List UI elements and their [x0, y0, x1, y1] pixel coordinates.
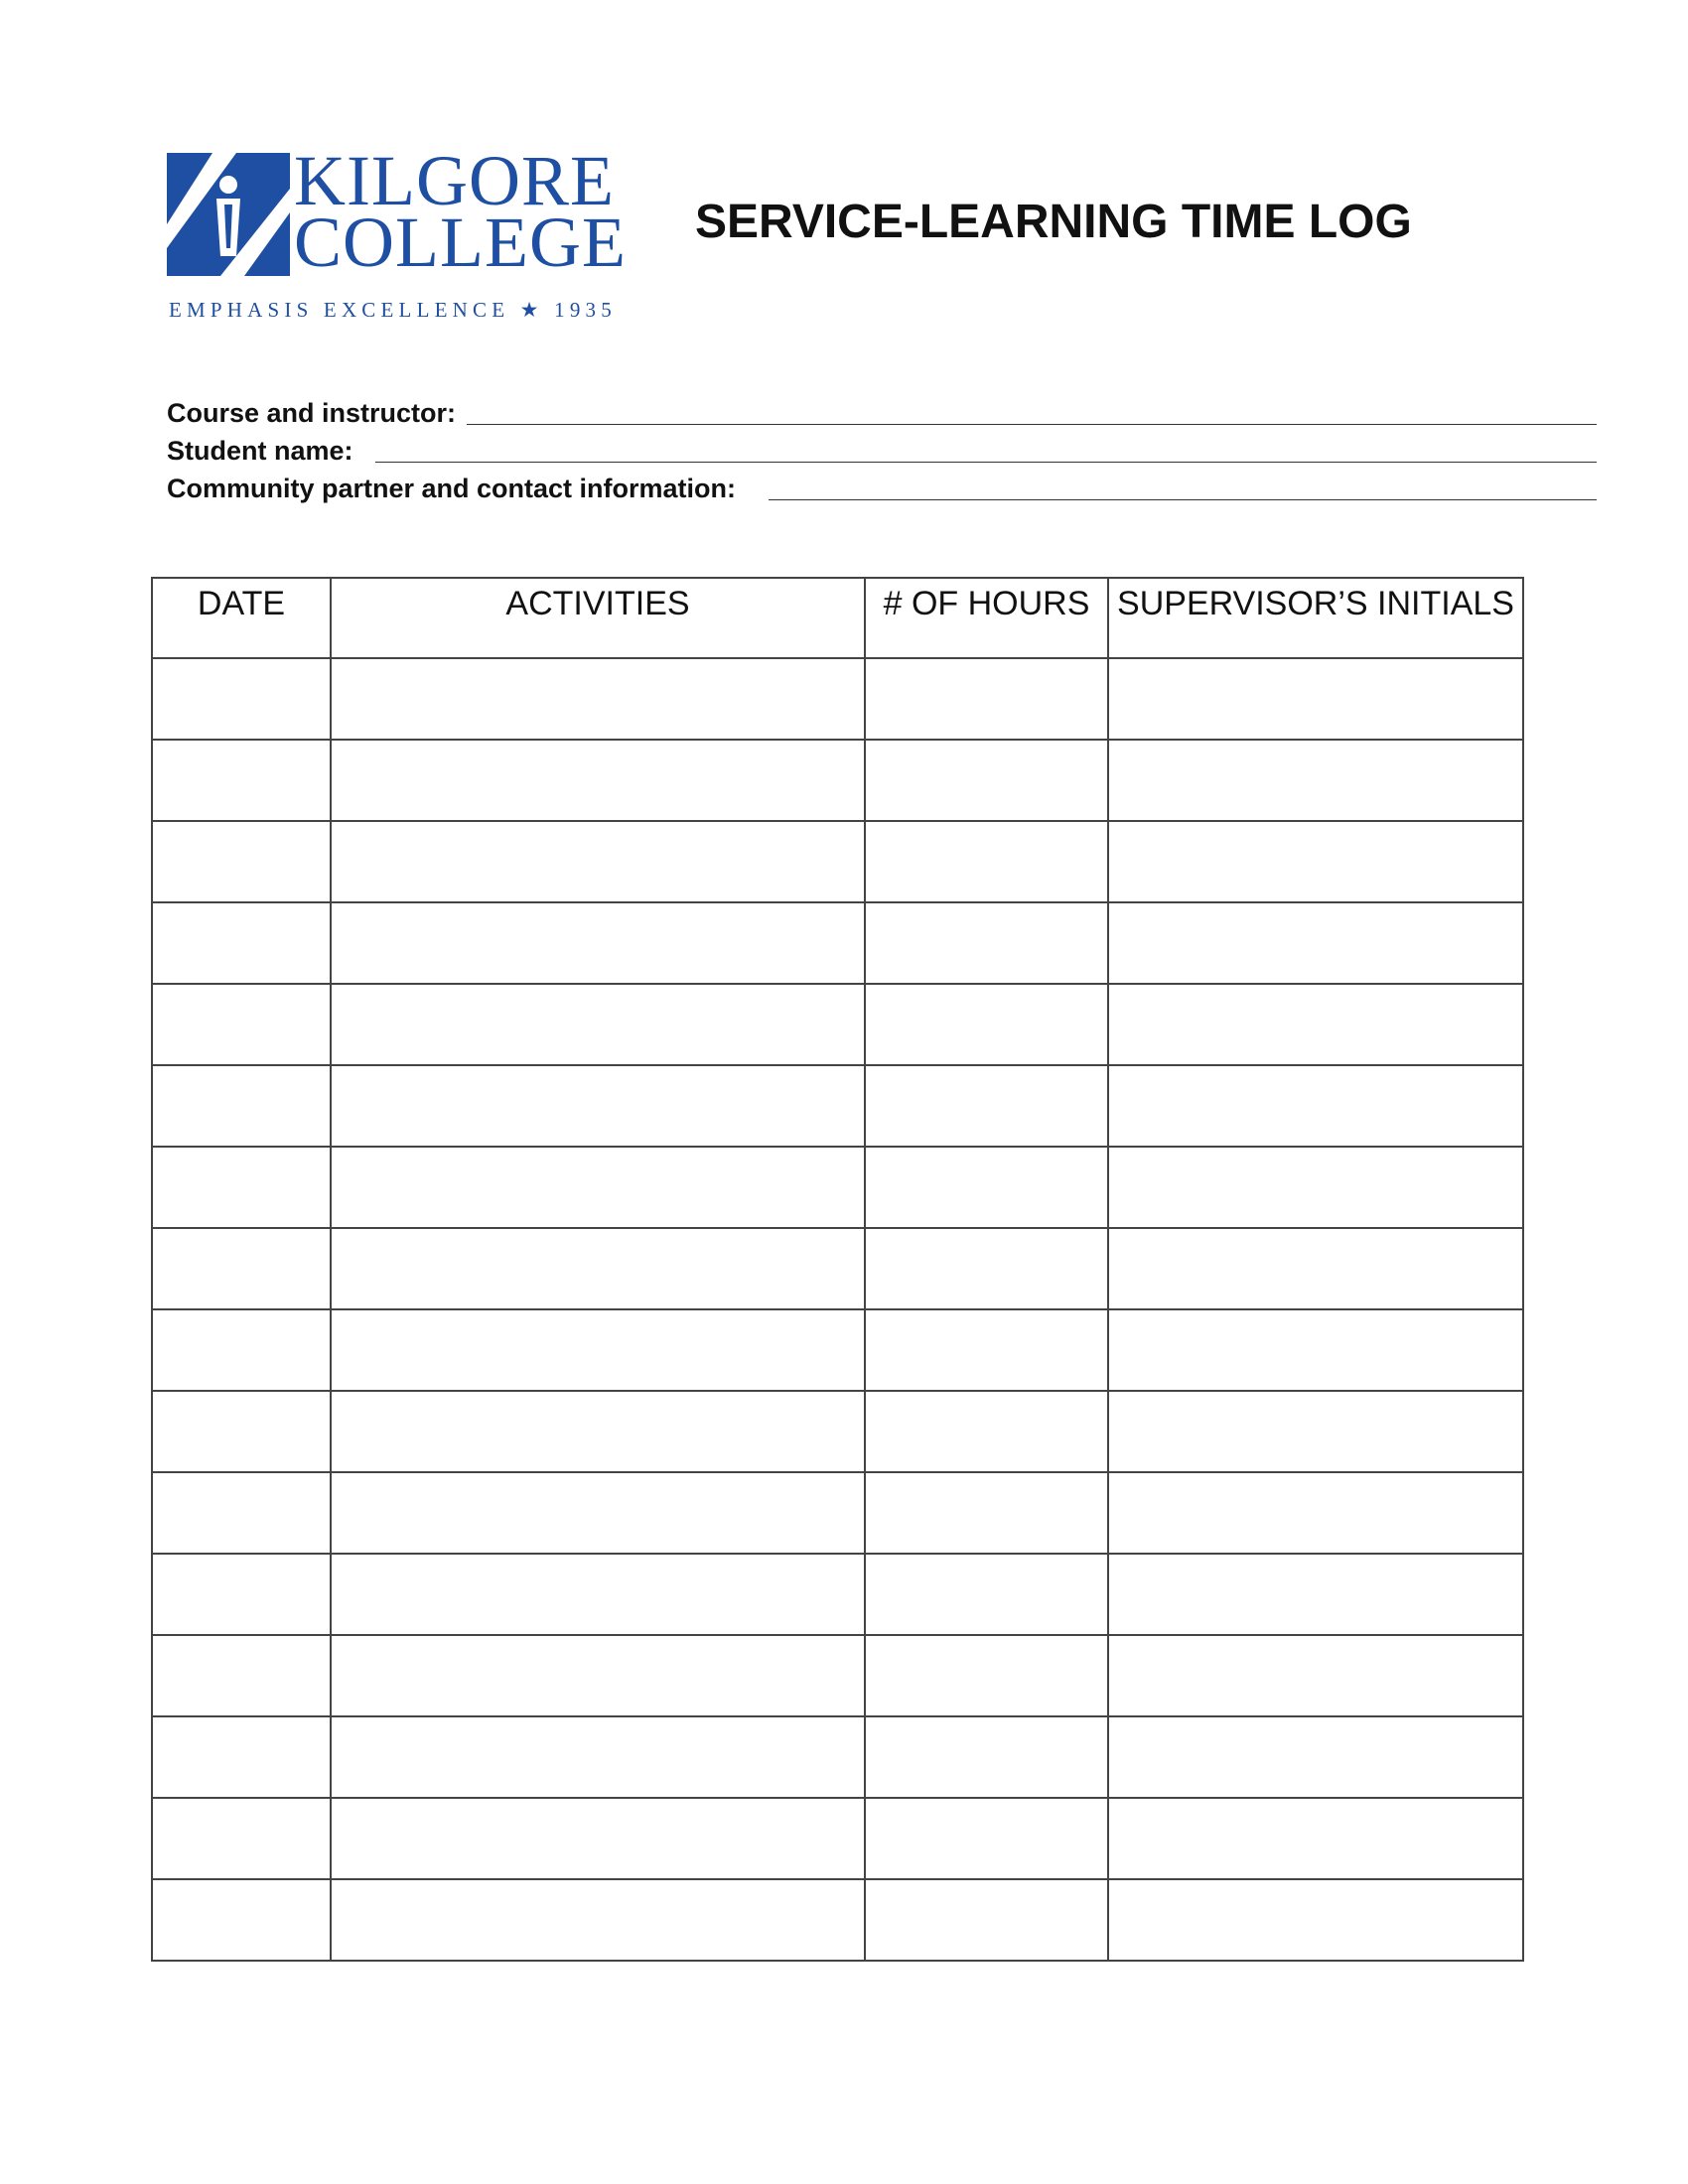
- activities-cell[interactable]: [331, 1716, 865, 1798]
- table-row: [152, 821, 1523, 902]
- table-row: [152, 1228, 1523, 1309]
- activities-cell[interactable]: [331, 1635, 865, 1716]
- table-row: [152, 902, 1523, 984]
- activities-cell[interactable]: [331, 1309, 865, 1391]
- table-header-row: [152, 578, 1523, 658]
- activities-cell[interactable]: [331, 1798, 865, 1879]
- supervisor-initials-cell[interactable]: [1108, 1309, 1523, 1391]
- logo-wordmark-line2: COLLEGE: [294, 203, 627, 282]
- supervisor-initials-cell[interactable]: [1108, 1635, 1523, 1716]
- table-row: [152, 1554, 1523, 1635]
- hours-column-header: # OF HOURS: [865, 578, 1108, 658]
- activities-cell[interactable]: [331, 902, 865, 984]
- date-cell[interactable]: [152, 1391, 331, 1472]
- hours-cell[interactable]: [865, 658, 1108, 740]
- date-cell[interactable]: [152, 1798, 331, 1879]
- supervisor-initials-cell[interactable]: [1108, 1716, 1523, 1798]
- activities-cell[interactable]: [331, 1554, 865, 1635]
- activities-cell[interactable]: [331, 821, 865, 902]
- supervisor-initials-column-header: SUPERVISOR’S INITIALS: [1108, 578, 1523, 658]
- table-row: [152, 740, 1523, 821]
- supervisor-initials-cell[interactable]: [1108, 821, 1523, 902]
- table-row: [152, 658, 1523, 740]
- table-row: [152, 1391, 1523, 1472]
- supervisor-initials-cell[interactable]: [1108, 658, 1523, 740]
- hours-cell[interactable]: [865, 1065, 1108, 1147]
- date-cell[interactable]: [152, 1228, 331, 1309]
- table-row: [152, 1635, 1523, 1716]
- hours-cell[interactable]: [865, 1554, 1108, 1635]
- hours-cell[interactable]: [865, 1228, 1108, 1309]
- date-cell[interactable]: [152, 740, 331, 821]
- supervisor-initials-cell[interactable]: [1108, 740, 1523, 821]
- student-name-field[interactable]: [167, 431, 353, 467]
- date-cell[interactable]: [152, 1309, 331, 1391]
- supervisor-initials-cell[interactable]: [1108, 902, 1523, 984]
- activities-column-header: ACTIVITIES: [331, 578, 865, 658]
- logo-wordmark-line1: KILGORE: [294, 141, 615, 220]
- community-partner-line[interactable]: [769, 499, 1597, 500]
- course-instructor-label: Course and instructor:: [167, 398, 457, 428]
- hours-cell[interactable]: [865, 1798, 1108, 1879]
- hours-cell[interactable]: [865, 1716, 1108, 1798]
- time-log-table: [151, 577, 1524, 1962]
- table-row: [152, 1716, 1523, 1798]
- activities-cell[interactable]: [331, 740, 865, 821]
- date-cell[interactable]: [152, 1879, 331, 1961]
- activities-cell[interactable]: [331, 1228, 865, 1309]
- supervisor-initials-cell[interactable]: [1108, 1798, 1523, 1879]
- hours-cell[interactable]: [865, 902, 1108, 984]
- table-row: [152, 1065, 1523, 1147]
- hours-cell[interactable]: [865, 821, 1108, 902]
- date-cell[interactable]: [152, 984, 331, 1065]
- table-body: [152, 658, 1523, 1961]
- supervisor-initials-cell[interactable]: [1108, 1228, 1523, 1309]
- logo-emblem-icon: [167, 153, 290, 276]
- community-partner-field[interactable]: [167, 469, 736, 504]
- table-row: [152, 1879, 1523, 1961]
- kilgore-college-logo: [167, 141, 643, 328]
- hours-cell[interactable]: [865, 740, 1108, 821]
- hours-cell[interactable]: [865, 1147, 1108, 1228]
- student-name-line[interactable]: [375, 462, 1597, 463]
- date-cell[interactable]: [152, 658, 331, 740]
- date-cell[interactable]: [152, 821, 331, 902]
- table-row: [152, 984, 1523, 1065]
- course-instructor-line[interactable]: [467, 424, 1597, 425]
- date-column-header: DATE: [152, 578, 331, 658]
- date-cell[interactable]: [152, 1147, 331, 1228]
- activities-cell[interactable]: [331, 658, 865, 740]
- table-row: [152, 1472, 1523, 1554]
- course-instructor-field[interactable]: [167, 393, 456, 429]
- hours-cell[interactable]: [865, 1472, 1108, 1554]
- activities-cell[interactable]: [331, 1879, 865, 1961]
- table-row: [152, 1798, 1523, 1879]
- hours-cell[interactable]: [865, 1391, 1108, 1472]
- activities-cell[interactable]: [331, 1147, 865, 1228]
- supervisor-initials-cell[interactable]: [1108, 984, 1523, 1065]
- supervisor-initials-cell[interactable]: [1108, 1147, 1523, 1228]
- student-name-label: Student name:: [167, 436, 353, 466]
- supervisor-initials-cell[interactable]: [1108, 1472, 1523, 1554]
- date-cell[interactable]: [152, 1472, 331, 1554]
- hours-cell[interactable]: [865, 1879, 1108, 1961]
- activities-cell[interactable]: [331, 984, 865, 1065]
- community-partner-label: Community partner and contact information:: [167, 474, 737, 503]
- hours-cell[interactable]: [865, 1635, 1108, 1716]
- hours-cell[interactable]: [865, 1309, 1108, 1391]
- hours-cell[interactable]: [865, 984, 1108, 1065]
- logo-tagline: EMPHASIS EXCELLENCE ★ 1935: [169, 298, 617, 322]
- date-cell[interactable]: [152, 902, 331, 984]
- page-title: SERVICE-LEARNING TIME LOG: [695, 196, 1412, 248]
- date-cell[interactable]: [152, 1635, 331, 1716]
- date-cell[interactable]: [152, 1065, 331, 1147]
- supervisor-initials-cell[interactable]: [1108, 1879, 1523, 1961]
- date-cell[interactable]: [152, 1716, 331, 1798]
- activities-cell[interactable]: [331, 1472, 865, 1554]
- activities-cell[interactable]: [331, 1065, 865, 1147]
- table-row: [152, 1147, 1523, 1228]
- supervisor-initials-cell[interactable]: [1108, 1391, 1523, 1472]
- supervisor-initials-cell[interactable]: [1108, 1065, 1523, 1147]
- activities-cell[interactable]: [331, 1391, 865, 1472]
- date-cell[interactable]: [152, 1554, 331, 1635]
- supervisor-initials-cell[interactable]: [1108, 1554, 1523, 1635]
- table-row: [152, 1309, 1523, 1391]
